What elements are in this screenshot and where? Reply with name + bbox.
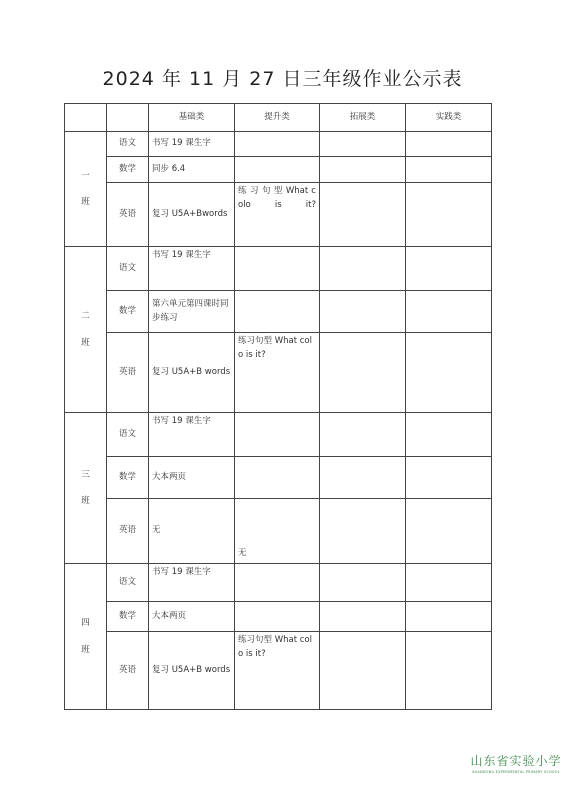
subject-cell: 语文 [107,413,149,457]
basic-cell: 复习 U5A+B words [149,333,235,413]
extend-cell [320,157,406,183]
basic-cell: 书写 19 课生字 [149,247,235,291]
basic-cell: 书写 19 课生字 [149,413,235,457]
header-improve: 提升类 [235,104,320,132]
subject-cell: 语文 [107,247,149,291]
basic-cell: 书写 19 课生字 [149,564,235,602]
improve-cell [235,291,320,333]
improve-cell [235,457,320,499]
table-row [65,132,492,157]
header-basic: 基础类 [149,104,235,132]
improve-cell [235,413,320,457]
school-logo-name: 山东省实验小学 [470,754,562,768]
subject-cell: 英语 [107,632,149,710]
subject-cell: 数学 [107,291,149,333]
improve-cell: 练习句型 What colo is it? [235,333,320,413]
improve-cell: 练习句型 What colo is it? [235,632,320,710]
extend-cell [320,602,406,632]
table-row [65,564,492,602]
table-row [65,291,492,333]
class-label: 四 班 [65,564,107,710]
practice-cell [406,457,492,499]
extend-cell [320,333,406,413]
subject-cell: 数学 [107,157,149,183]
improve-cell: 练 习 句 型 What colo is it? [235,183,320,247]
subject-cell: 数学 [107,457,149,499]
subject-cell: 语文 [107,564,149,602]
practice-cell [406,413,492,457]
table-row [65,632,492,710]
improve-cell: 无 [235,499,320,564]
table-row [65,413,492,457]
table-row [65,457,492,499]
table-row [65,602,492,632]
table-row [65,499,492,564]
extend-cell [320,564,406,602]
subject-cell: 英语 [107,333,149,413]
header-practice: 实践类 [406,104,492,132]
table-row [65,333,492,413]
practice-cell [406,632,492,710]
header-extend: 拓展类 [320,104,406,132]
practice-cell [406,157,492,183]
basic-cell: 无 [149,499,235,564]
practice-cell [406,247,492,291]
extend-cell [320,132,406,157]
basic-cell: 复习 U5A+B words [149,632,235,710]
class-label: 一 班 [65,132,107,247]
class-label: 二 班 [65,247,107,413]
practice-cell [406,333,492,413]
table-row [65,157,492,183]
header-blank-subject [107,104,149,132]
extend-cell [320,183,406,247]
extend-cell [320,247,406,291]
improve-cell [235,157,320,183]
practice-cell [406,183,492,247]
extend-cell [320,413,406,457]
table-row [65,183,492,247]
header-blank-class [65,104,107,132]
extend-cell [320,499,406,564]
improve-cell [235,564,320,602]
extend-cell [320,632,406,710]
basic-cell: 大本两页 [149,457,235,499]
subject-cell: 英语 [107,499,149,564]
basic-cell: 第六单元第四课时同步练习 [149,291,235,333]
improve-cell [235,247,320,291]
extend-cell [320,291,406,333]
homework-table [64,103,492,710]
practice-cell [406,132,492,157]
improve-cell [235,602,320,632]
improve-cell [235,132,320,157]
extend-cell [320,457,406,499]
subject-cell: 数学 [107,602,149,632]
basic-cell: 大本两页 [149,602,235,632]
basic-cell: 同步 6.4 [149,157,235,183]
subject-cell: 语文 [107,132,149,157]
basic-cell: 复习 U5A+Bwords [149,183,235,247]
practice-cell [406,564,492,602]
table-row [65,247,492,291]
page-title: 2024 年 11 月 27 日三年级作业公示表 [102,68,463,90]
school-logo [470,752,562,774]
practice-cell [406,602,492,632]
header-row [65,104,492,132]
basic-cell: 书写 19 课生字 [149,132,235,157]
subject-cell: 英语 [107,183,149,247]
class-label: 三 班 [65,413,107,564]
school-logo-english: SHANDONG EXPERIMENTAL PRIMARY SCHOOL [472,770,560,774]
practice-cell [406,499,492,564]
practice-cell [406,291,492,333]
